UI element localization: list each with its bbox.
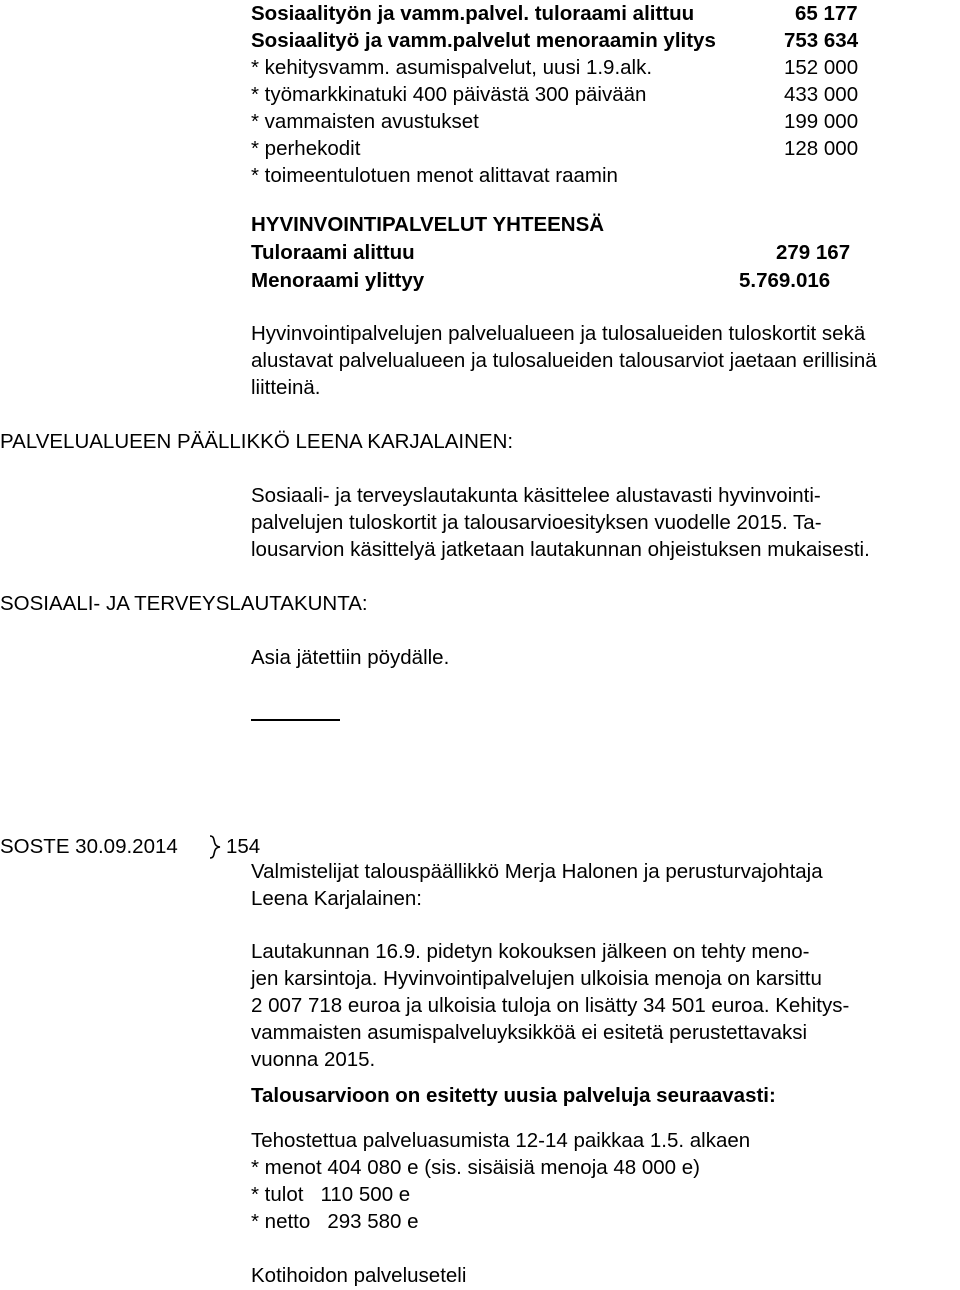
totals-heading: HYVINVOINTIPALVELUT YHTEENSÄ <box>251 213 605 236</box>
proposal-line-2: palvelujen tuloskortit ja talousarvioesityksen vuodelle 2015. Ta- <box>251 511 822 534</box>
new-service-line-1: Tehostettua palveluasumista 12-14 paikkaa 1.5. alkaen <box>251 1129 751 1152</box>
unit-revenue-value: 65 177 <box>795 2 858 25</box>
attachments-line-2: alustavat palvelualueen ja tulosalueiden talousarviot jaetaan erillisinä <box>251 349 877 372</box>
unit-expense-label: Sosiaalityö ja vamm.palvelut menoraamin ylitys <box>251 29 716 52</box>
item-tyomarkkinatuki-value: 433 000 <box>784 83 859 106</box>
attachments-line-3: liitteinä. <box>251 376 321 399</box>
totals-revenue-value: 279 167 <box>776 241 851 264</box>
new-service-line-4: * netto 293 580 e <box>251 1210 419 1233</box>
totals-revenue-label: Tuloraami alittuu <box>251 241 415 264</box>
item-tyomarkkinatuki: * työmarkkinatuki 400 päivästä 300 päivään <box>251 83 647 106</box>
attachments-line-1: Hyvinvointipalvelujen palvelualueen ja tulosalueiden tuloskortit sekä <box>251 322 866 345</box>
item-avustukset-value: 199 000 <box>784 110 859 133</box>
cuts-line-5: vuonna 2015. <box>251 1048 376 1071</box>
item-perhekodit: * perhekodit <box>251 137 361 160</box>
item-kehitysvamm: * kehitysvamm. asumispalvelut, uusi 1.9.alk. <box>251 56 653 79</box>
new-service-line-3: * tulot 110 500 e <box>251 1183 411 1206</box>
proposal-line-3: lousarvion käsittelyä jatketaan lautakunnan ohjeistuksen mukaisesti. <box>251 538 870 561</box>
separator-line <box>251 719 340 721</box>
proposal-line-1: Sosiaali- ja terveyslautakunta käsittelee alustavasti hyvinvointi- <box>251 484 821 507</box>
unit-expense-value: 753 634 <box>784 29 859 52</box>
item-avustukset: * vammaisten avustukset <box>251 110 479 133</box>
item-toimeentulotuki: * toimeentulotuen menot alittavat raamin <box>251 164 618 187</box>
totals-expense-label: Menoraami ylittyy <box>251 269 425 292</box>
cuts-line-2: jen karsintoja. Hyvinvointipalvelujen ulkoisia menoja on karsittu <box>251 967 822 990</box>
cuts-line-3: 2 007 718 euroa ja ulkoisia tuloja on lisätty 34 501 euroa. Kehitys- <box>251 994 850 1017</box>
item-kehitysvamm-value: 152 000 <box>784 56 859 79</box>
preparers-line-2: Leena Karjalainen: <box>251 887 422 910</box>
preparers-line-1: Valmistelijat talouspäällikkö Merja Halonen ja perusturvajohtaja <box>251 860 823 883</box>
heading-palvelualue: PALVELUALUEEN PÄÄLLIKKÖ LEENA KARJALAINEN: <box>0 430 514 453</box>
unit-revenue-label: Sosiaalityön ja vamm.palvel. tuloraami alittuu <box>251 2 695 25</box>
section-mark-icon <box>208 835 222 859</box>
heading-new-services: Talousarvioon on esitetty uusia palveluja seuraavasti: <box>251 1084 776 1107</box>
cuts-line-1: Lautakunnan 16.9. pidetyn kokouksen jälkeen on tehty meno- <box>251 940 810 963</box>
decision-text: Asia jätettiin pöydälle. <box>251 646 450 669</box>
kotihoito-line: Kotihoidon palveluseteli <box>251 1264 467 1287</box>
cuts-line-4: vammaisten asumispalveluyksikköä ei esitetä perustettavaksi <box>251 1021 808 1044</box>
soste-reference-number: 154 <box>226 835 261 858</box>
item-perhekodit-value: 128 000 <box>784 137 859 160</box>
new-service-line-2: * menot 404 080 e (sis. sisäisiä menoja 48 000 e) <box>251 1156 700 1179</box>
heading-lautakunta: SOSIAALI- JA TERVEYSLAUTAKUNTA: <box>0 592 368 615</box>
soste-reference-date: SOSTE 30.09.2014 <box>0 835 178 858</box>
totals-expense-value: 5.769.016 <box>739 269 831 292</box>
